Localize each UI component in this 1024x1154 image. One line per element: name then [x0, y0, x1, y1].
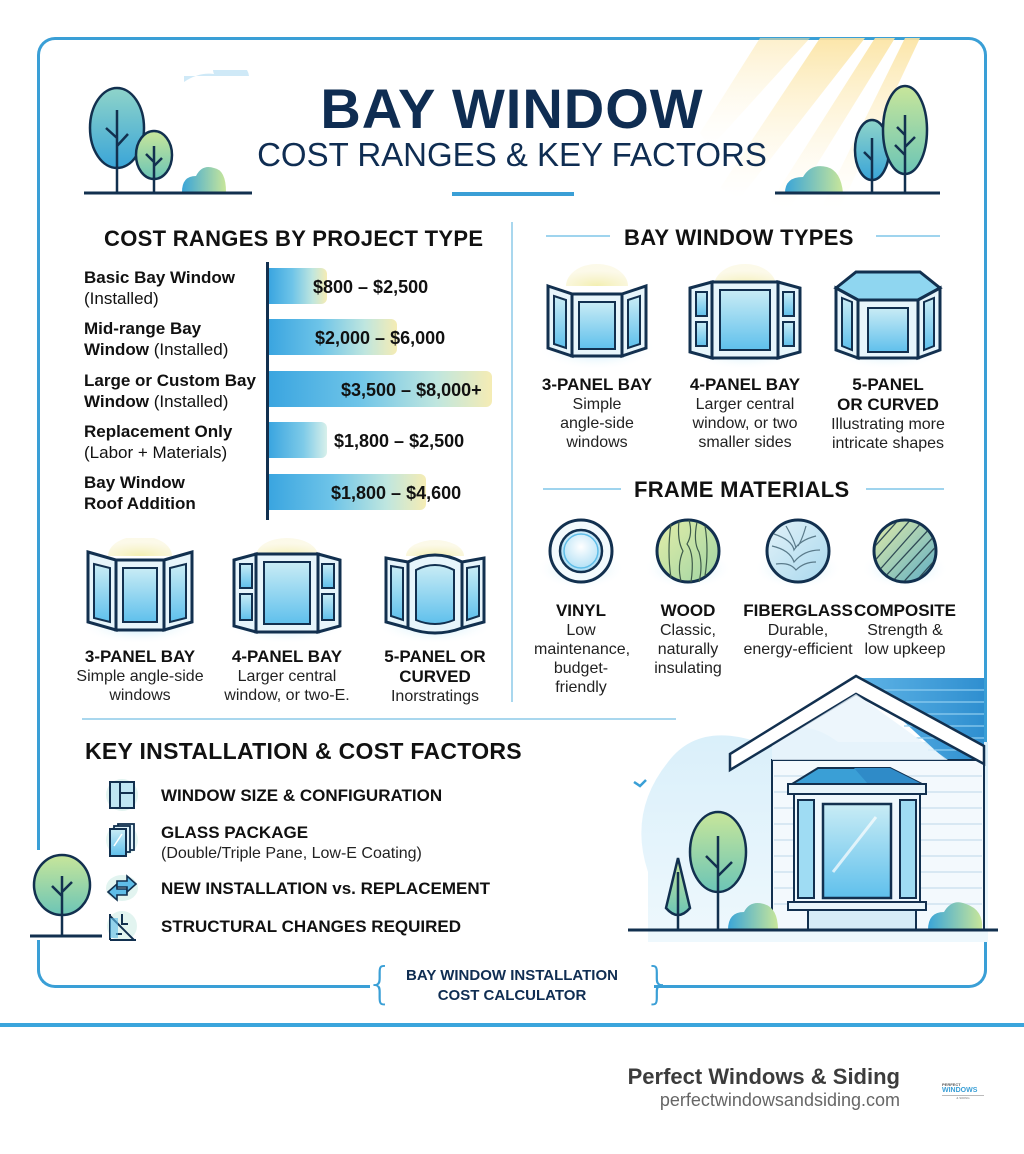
- bar-label: Bay Window Roof Addition: [84, 473, 196, 513]
- three-panel-bay-icon: [70, 538, 210, 642]
- footer-divider: [0, 1023, 1024, 1027]
- bar-value: $1,800 – $2,500: [334, 431, 465, 451]
- brand-url[interactable]: perfectwindowsandsiding.com: [659, 1090, 900, 1110]
- bar-value: $2,000 – $6,000: [315, 328, 446, 348]
- bar-value: $3,500 – $8,000+: [341, 380, 482, 400]
- vinyl-swatch-icon: [534, 514, 628, 596]
- lower-type-card-4-panel: 4-PANEL BAY Larger central window, or two-E.: [214, 538, 360, 705]
- four-panel-bay-icon: [676, 262, 814, 370]
- fiberglass-swatch-icon: [742, 514, 854, 596]
- frame-bottom-left: [37, 948, 370, 988]
- material-card-composite: COMPOSITE Strength & low upkeep: [852, 514, 958, 659]
- factor-new-vs-replacement: NEW INSTALLATION vs. REPLACEMENT: [161, 879, 490, 898]
- bar-label: Mid-range Bay Window (Installed): [84, 319, 229, 359]
- window-layout-icon: [106, 779, 138, 811]
- tree-left-bottom-icon: [26, 852, 106, 938]
- bar-label: Basic Bay Window (Installed): [84, 268, 235, 308]
- calculator-caption: BAY WINDOW INSTALLATION COST CALCULATOR: [406, 967, 618, 1004]
- left-brace-icon: {: [366, 958, 394, 1009]
- material-card-fiberglass: FIBERGLASS Durable, energy-efficient: [742, 514, 854, 659]
- cost-ranges-heading: COST RANGES BY PROJECT TYPE: [104, 226, 484, 251]
- five-panel-bay-icon: [818, 262, 958, 370]
- factor-glass-package: GLASS PACKAGE: [161, 823, 309, 842]
- bar-value: $800 – $2,500: [313, 277, 429, 297]
- material-card-wood: WOOD Classic, naturally insulating: [641, 514, 735, 678]
- lower-type-card-3-panel: 3-PANEL BAY Simple angle-side windows: [70, 538, 210, 705]
- page-title: BAY WINDOW: [320, 77, 704, 140]
- factor-structural-changes: STRUCTURAL CHANGES REQUIRED: [161, 917, 462, 936]
- factor-window-size: WINDOW SIZE & CONFIGURATION: [161, 786, 443, 805]
- three-panel-bay-icon: [528, 262, 666, 370]
- factor-glass-package-detail: (Double/Triple Pane, Low-E Coating): [161, 845, 422, 862]
- bar-label: Replacement Only (Labor + Materials): [84, 422, 233, 462]
- bay-types-heading: BAY WINDOW TYPES: [624, 225, 854, 250]
- curved-bay-icon: [366, 538, 504, 642]
- bar-label: Large or Custom Bay Window (Installed): [84, 371, 256, 411]
- bar-value: $1,800 – $4,600: [331, 483, 462, 503]
- frame-materials-heading: FRAME MATERIALS: [634, 477, 850, 502]
- house-with-bay-window-illustration: [618, 672, 1008, 942]
- material-card-vinyl: VINYL Low maintenance, budget-friendly: [534, 514, 628, 697]
- cost-bar-replacement: [269, 422, 327, 458]
- frame-bottom-right: [654, 948, 987, 988]
- bay-type-card-5-panel: 5-PANEL OR CURVED Illustrating more intricate shapes: [818, 262, 958, 453]
- section-divider: [82, 718, 676, 720]
- swap-arrows-icon: [106, 872, 138, 904]
- bay-type-card-4-panel: 4-PANEL BAY Larger central window, or two smaller sides: [676, 262, 814, 452]
- right-brace-icon: }: [644, 958, 672, 1009]
- brand-logo: PERFECT WINDOWS & SIDING: [942, 1082, 984, 1102]
- brand-name: Perfect Windows & Siding: [627, 1064, 900, 1089]
- column-divider: [511, 222, 513, 702]
- page-subtitle: COST RANGES & KEY FACTORS: [257, 136, 767, 173]
- composite-swatch-icon: [852, 514, 958, 596]
- bay-type-card-3-panel: 3-PANEL BAY Simple angle-side windows: [528, 262, 666, 452]
- key-factors-heading: KEY INSTALLATION & COST FACTORS: [85, 738, 522, 764]
- four-panel-bay-icon: [214, 538, 360, 642]
- structure-tools-icon: [106, 910, 138, 942]
- glass-panes-icon: [106, 822, 138, 858]
- card-title: 3-PANEL BAY: [541, 375, 653, 394]
- lower-type-card-5-panel: 5-PANEL OR CURVED Inorstratings: [366, 538, 504, 706]
- title-underline: [452, 192, 574, 196]
- wood-grain-icon: [641, 514, 735, 596]
